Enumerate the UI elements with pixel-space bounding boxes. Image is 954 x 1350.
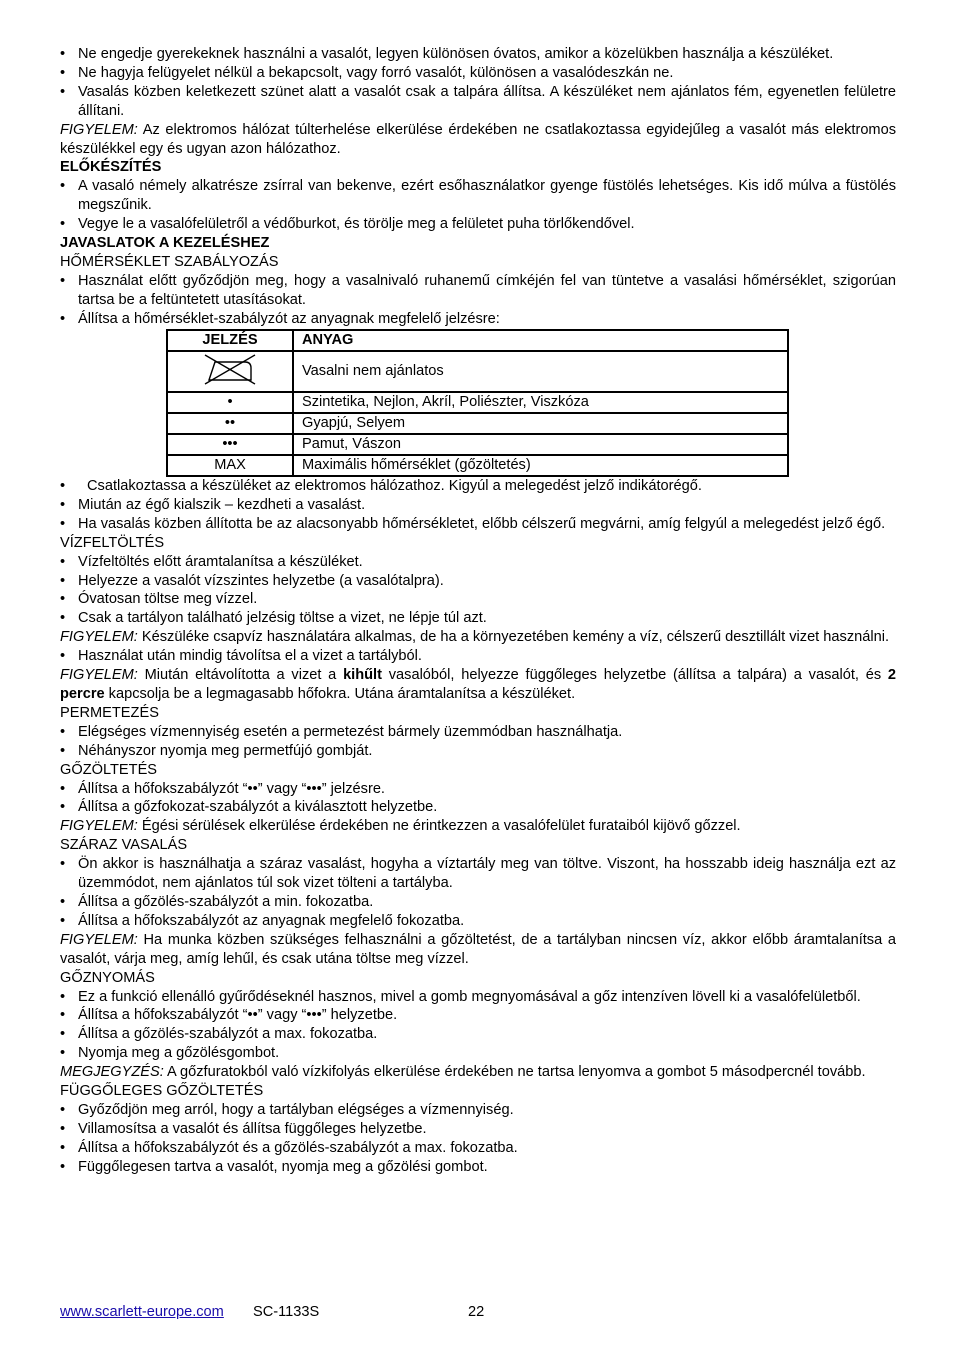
table-header-row [167,330,788,351]
table-header: ANYAG [293,330,788,351]
table-cell: Pamut, Vászon [293,434,788,455]
safety-list [60,45,896,121]
website-link[interactable]: www.scarlett-europe.com [60,1304,224,1320]
temperature-table [166,329,789,477]
table-cell: MAX [167,455,293,476]
subsection-heading: PERMETEZÉS [60,704,159,721]
burst-list [60,988,896,1064]
table-cell: Gyapjú, Selyem [293,413,788,434]
list-item: • Ne engedje gyerekeknek használni a vasalót, legyen különösen óvatos, amikor a közelükben használja a készüléket. [60,45,896,64]
list-item: • Állítsa a gőzölés-szabályzót a max. fokozatba. [60,1025,896,1044]
dry-list [60,855,896,931]
list-item: • Nyomja meg a gőzölésgombot. [60,1044,896,1063]
section-heading: JAVASLATOK A KEZELÉSHEZ [60,235,270,252]
subsection-heading: GŐZÖLTETÉS [60,761,158,778]
list-item: • Vegye le a vasalófelületről a védőburkot, és törölje meg a felületet puha törlőkendővel. [60,215,896,234]
table-cell: •• [167,413,293,434]
list-item: • Állítsa a hőfokszabályzót “••” vagy “•••” helyzetbe. [60,1006,896,1025]
list-item: • Villamosítsa a vasalót és állítsa függőleges helyzetbe. [60,1120,896,1139]
table-cell: ••• [167,434,293,455]
warning-paragraph: FIGYELEM: Készüléke csapvíz használatára alkalmas, de ha a környezetében kemény a víz, célszerű desztillált vizet használni. [60,629,890,646]
after-table-list [60,477,896,534]
table-cell: Vasalni nem ajánlatos [293,351,788,393]
table-row [167,413,788,434]
list-item: • Óvatosan töltse meg vízzel. [60,590,896,609]
warning-paragraph: FIGYELEM: Ha munka közben szükséges felhasználni a gőzöltetést, de a tartályban nincsen víz, akkor előbb áramtalanítsa a vasalót, várja meg, amíg lehűl, és csak utána töltse meg vízzel. [60,931,896,967]
list-item: • Vízfeltöltés előtt áramtalanítsa a készüléket. [60,553,896,572]
list-item: • A vasaló némely alkatrésze zsírral van bekenve, ezért esőhasználatkor gyenge füstölés lehetséges. Kis idő múlva a füstölés megszűnik. [60,177,896,215]
warning-paragraph: FIGYELEM: Égési sérülések elkerülése érdekében ne érintkezzen a vasalófelület furataiból kijövő gőzzel. [60,818,741,835]
manual-page [60,45,896,1177]
list-item: • Állítsa a hőfokszabályzót az anyagnak megfelelő fokozatba. [60,912,896,931]
subsection-heading: HŐMÉRSÉKLET SZABÁLYOZÁS [60,253,279,270]
note-paragraph: MEGJEGYZÉS: A gőzfuratokból való vízkifolyás elkerülése érdekében ne tartsa lenyomva a gombot 5 másodpercnél tovább. [60,1064,866,1081]
list-item: • Állítsa a gőzfokozat-szabályzót a kiválasztott helyzetbe. [60,798,896,817]
table-row [167,455,788,476]
subsection-heading: GŐZNYOMÁS [60,969,155,986]
list-item: • Használat után mindig távolítsa el a vizet a tartályból. [60,647,896,666]
subsection-heading: SZÁRAZ VASALÁS [60,837,188,854]
list-item: • Vasalás közben keletkezett szünet alatt a vasalót csak a talpára állítsa. A készüléket nem ajánlatos fém, egyenetlen felületre állítani. [60,83,896,121]
list-item: • Ez a funkció ellenálló gyűrődéseknél hasznos, mivel a gomb megnyomásával a gőz intenzíven lövell ki a vasalófelületből. [60,988,896,1007]
table-row [167,351,788,393]
subsection-heading: FÜGGŐLEGES GŐZÖLTETÉS [60,1083,264,1100]
page-number: 22 [468,1304,485,1320]
spray-list [60,723,896,761]
table-cell: Szintetika, Nejlon, Akríl, Poliészter, Viszkóza [293,392,788,413]
warning-paragraph: FIGYELEM: Miután eltávolította a vizet a kihűlt vasalóból, helyezze függőleges helyzetbe (állítsa a talpára) a vasalót, és 2 percre kapcsolja be a legmagasabb hőfokra. Utána áramtalanítsa a készüléket. [60,667,896,702]
list-item: • Miután az égő kialszik – kezdheti a vasalást. [60,496,896,515]
subsection-heading: VÍZFELTÖLTÉS [60,534,165,551]
section-heading: ELŐKÉSZÍTÉS [60,159,162,176]
warning-paragraph: FIGYELEM: Az elektromos hálózat túlterhelése elkerülése érdekében ne csatlakoztassa egyidejűleg a vasalót más elektromos készülékkel egy és ugyan azon hálózathoz. [60,121,896,157]
list-item: • Függőlegesen tartva a vasalót, nyomja meg a gőzölési gombot. [60,1158,896,1177]
page-footer [60,1304,896,1320]
water-list [60,553,896,629]
prep-list [60,177,896,234]
list-item: • Állítsa a hőmérséklet-szabályzót az anyagnak megfelelő jelzésre: [60,310,896,329]
no-iron-icon [201,352,259,386]
list-item: • Állítsa a hőfokszabályzót “••” vagy “•••” jelzésre. [60,780,896,799]
list-item: • Elégséges vízmennyiség esetén a permetezést bármely üzemmódban használhatja. [60,723,896,742]
table-cell: Maximális hőmérséklet (gőzöltetés) [293,455,788,476]
water-list-2 [60,647,896,666]
table-row [167,392,788,413]
table-row [167,434,788,455]
list-item: • Ha vasalás közben állította be az alacsonyabb hőmérsékletet, előbb célszerű megvárni, amíg felgyúl a melegedést jelző égő. [60,515,896,534]
list-item: • Ne hagyja felügyelet nélkül a bekapcsolt, vagy forró vasalót, különösen a vasalódeszkán ne. [60,64,896,83]
list-item: • Állítsa a hőfokszabályzót és a gőzölés-szabályzót a max. fokozatba. [60,1139,896,1158]
steam-list [60,780,896,818]
list-item: • Ön akkor is használhatja a száraz vasalást, hogyha a víztartály meg van töltve. Viszont, ha hosszabb ideig használja ezt az üzemmódot, nem ajánlatos túl sok vizet tölteni a tartályba. [60,855,896,893]
table-cell: • [167,392,293,413]
list-item: • Csak a tartályon található jelzésig töltse a vizet, ne lépje túl azt. [60,609,896,628]
list-item: • Használat előtt győződjön meg, hogy a vasalnivaló ruhanemű címkéjén fel van tüntetve a vasalási hőmérséklet, szigorúan tartsa be a feltüntetett utasításokat. [60,272,896,310]
list-item: • Csatlakoztassa a készüléket az elektromos hálózathoz. Kigyúl a melegedést jelző indikátorégő. [60,477,896,496]
temp-list [60,272,896,329]
model-number: SC-1133S [253,1304,320,1320]
table-header: JELZÉS [167,330,293,351]
list-item: • Néhányszor nyomja meg permetfújó gombját. [60,742,896,761]
table-cell [167,351,293,393]
list-item: • Helyezze a vasalót vízszintes helyzetbe (a vasalótalpra). [60,572,896,591]
list-item: • Állítsa a gőzölés-szabályzót a min. fokozatba. [60,893,896,912]
list-item: • Győződjön meg arról, hogy a tartályban elégséges a vízmennyiség. [60,1101,896,1120]
vertical-list [60,1101,896,1177]
